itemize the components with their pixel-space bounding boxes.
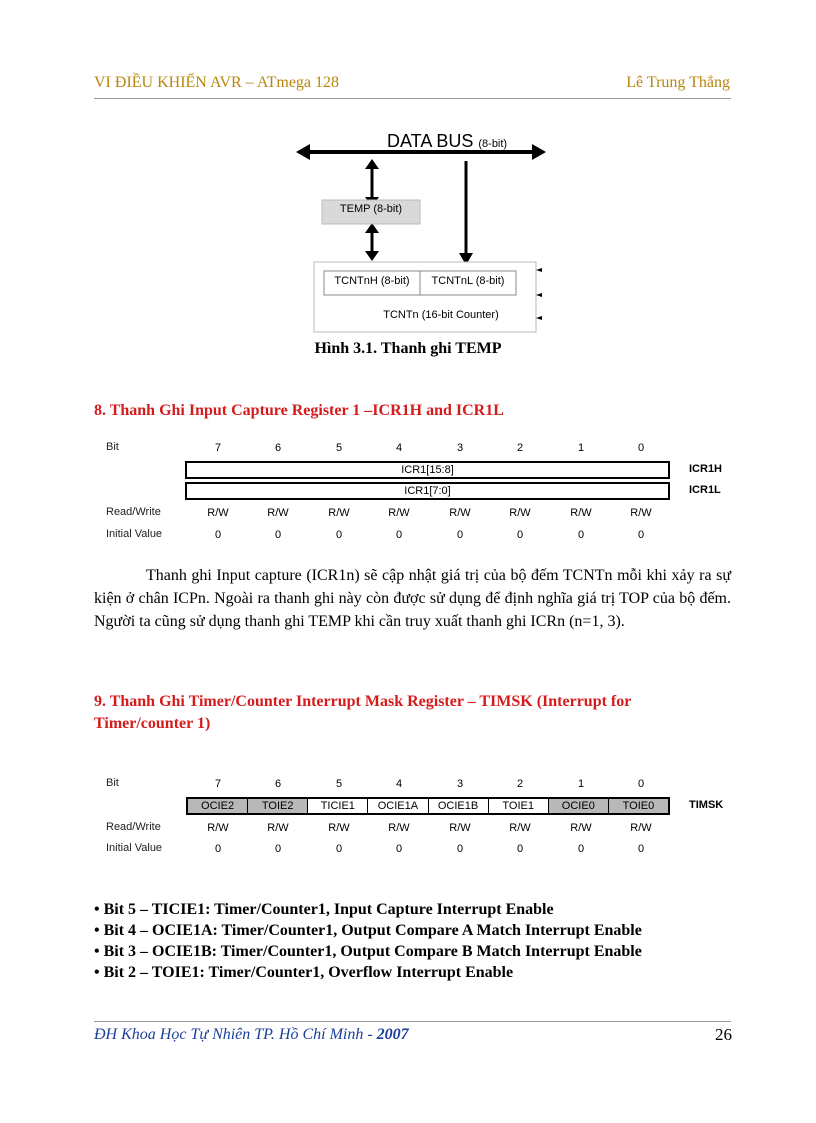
initial-value: 0	[516, 843, 524, 855]
bit-number: 6	[274, 778, 282, 790]
rw-value: R/W	[207, 507, 229, 519]
bit-description-list	[94, 899, 744, 983]
initial-value: 0	[335, 843, 343, 855]
initial-value: 0	[577, 843, 585, 855]
icr-paragraph: Thanh ghi Input capture (ICR1n) sẽ cập nhật giá trị của bộ đếm TCNTn mỗi khi xảy ra sự kiện ở chân ICPn. Ngoài ra thanh ghi này còn được sử dụng để định nghĩa giá trị TOP của bộ đếm. Người ta cũng sử dụng thanh ghi TEMP khi cần truy xuất thanh ghi ICRn (n=1, 3).	[94, 567, 731, 630]
rw-value: R/W	[449, 507, 471, 519]
timsk-row	[186, 797, 670, 815]
bit-number: 5	[335, 442, 343, 454]
bit-number: 2	[516, 442, 524, 454]
tcntnl-label: TCNTnL (8-bit)	[431, 275, 505, 287]
rw-value: R/W	[449, 822, 471, 834]
rw-value: R/W	[328, 822, 350, 834]
initial-value: 0	[214, 529, 222, 541]
timsk-bit-label: Bit	[106, 777, 119, 789]
footer-institution: ĐH Khoa Học Tự Nhiên TP. Hồ Chí Minh -	[94, 1026, 377, 1043]
timsk-field-ocie1b: OCIE1B	[428, 799, 488, 813]
header-right: Lê Trung Thắng	[626, 74, 730, 91]
tcntn-label: TCNTn (16-bit Counter)	[383, 309, 499, 321]
bus-left-arrow	[296, 144, 310, 160]
rw-value: R/W	[328, 507, 350, 519]
section-9-title	[94, 691, 631, 735]
rw-value: R/W	[267, 822, 289, 834]
footer-year: 2007	[376, 1026, 409, 1043]
icr1l-field: ICR1[7:0]	[404, 485, 451, 497]
footer-divider	[94, 1021, 731, 1022]
bus-right-arrow	[532, 144, 546, 160]
bit-number: 3	[456, 778, 464, 790]
data-bus-label: DATA BUS (8-bit)	[387, 131, 508, 151]
temp-box-label: TEMP (8-bit)	[339, 203, 403, 215]
bit-number: 7	[214, 778, 222, 790]
rw-value: R/W	[509, 822, 531, 834]
rw-value: R/W	[388, 507, 410, 519]
icr1h-field: ICR1[15:8]	[401, 464, 454, 476]
header-left: VI ĐIỀU KHIỂN AVR – ATmega 128	[94, 74, 340, 91]
bullet-bit5: • Bit 5 – TICIE1: Timer/Counter1, Input Capture Interrupt Enable	[94, 901, 554, 918]
rw-value: R/W	[630, 822, 652, 834]
bit-number: 5	[335, 778, 343, 790]
rw-value: R/W	[630, 507, 652, 519]
rw-value: R/W	[570, 822, 592, 834]
timsk-field-ocie2: OCIE2	[188, 799, 247, 813]
timsk-field-toie0: TOIE0	[608, 799, 668, 813]
header-divider	[94, 98, 731, 99]
icr1l-row	[185, 482, 670, 500]
bit-number: 0	[637, 442, 645, 454]
timsk-rw-label: Read/Write	[106, 821, 161, 833]
bit-number: 4	[395, 778, 403, 790]
icr1h-label: ICR1H	[689, 463, 723, 475]
bit-number: 1	[577, 442, 585, 454]
initial-value: 0	[577, 529, 585, 541]
icr-bit-label: Bit	[106, 441, 119, 453]
initial-value: 0	[335, 529, 343, 541]
initial-value: 0	[516, 529, 524, 541]
initial-value: 0	[456, 529, 464, 541]
initial-value: 0	[637, 529, 645, 541]
bit-number: 3	[456, 442, 464, 454]
section-9-title-line1: 9. Thanh Ghi Timer/Counter Interrupt Mask Register – TIMSK (Interrupt for	[94, 693, 632, 710]
rw-value: R/W	[207, 822, 229, 834]
initial-value: 0	[637, 843, 645, 855]
tcntnh-label: TCNTnH (8-bit)	[334, 275, 410, 287]
rw-value: R/W	[267, 507, 289, 519]
initial-value: 0	[274, 843, 282, 855]
initial-value: 0	[456, 843, 464, 855]
timsk-field-toie1: TOIE1	[488, 799, 548, 813]
bit-number: 1	[577, 778, 585, 790]
timsk-field-ocie1a: OCIE1A	[367, 799, 427, 813]
initial-value: 0	[395, 843, 403, 855]
icr-init-label: Initial Value	[106, 528, 163, 540]
bit-number: 4	[395, 442, 403, 454]
icr-rw-label: Read/Write	[106, 506, 161, 518]
page-number: 26	[715, 1025, 732, 1044]
footer-left	[94, 1026, 409, 1044]
timsk-init-label: Initial Value	[106, 842, 163, 854]
rw-value: R/W	[509, 507, 531, 519]
icr1h-row	[185, 461, 670, 479]
section-8-title: 8. Thanh Ghi Input Capture Register 1 –ICR1H and ICR1L	[94, 402, 504, 419]
bullet-bit2: • Bit 2 – TOIE1: Timer/Counter1, Overflow Interrupt Enable	[94, 964, 514, 981]
bit-number: 2	[516, 778, 524, 790]
bullet-bit3: • Bit 3 – OCIE1B: Timer/Counter1, Output Compare B Match Interrupt Enable	[94, 943, 642, 960]
initial-value: 0	[214, 843, 222, 855]
section-9-title-line2: Timer/counter 1)	[94, 715, 211, 732]
icr1l-label: ICR1L	[689, 484, 721, 496]
rw-value: R/W	[388, 822, 410, 834]
bit-number: 7	[214, 442, 222, 454]
timsk-label: TIMSK	[689, 799, 724, 811]
figure-caption: Hình 3.1. Thanh ghi TEMP	[314, 340, 502, 357]
timsk-field-ocie0: OCIE0	[548, 799, 608, 813]
initial-value: 0	[274, 529, 282, 541]
bullet-bit4: • Bit 4 – OCIE1A: Timer/Counter1, Output Compare A Match Interrupt Enable	[94, 922, 642, 939]
timsk-field-ticie1: TICIE1	[307, 799, 367, 813]
bit-number: 0	[637, 778, 645, 790]
initial-value: 0	[395, 529, 403, 541]
timsk-field-toie2: TOIE2	[247, 799, 307, 813]
bit-number: 6	[274, 442, 282, 454]
rw-value: R/W	[570, 507, 592, 519]
